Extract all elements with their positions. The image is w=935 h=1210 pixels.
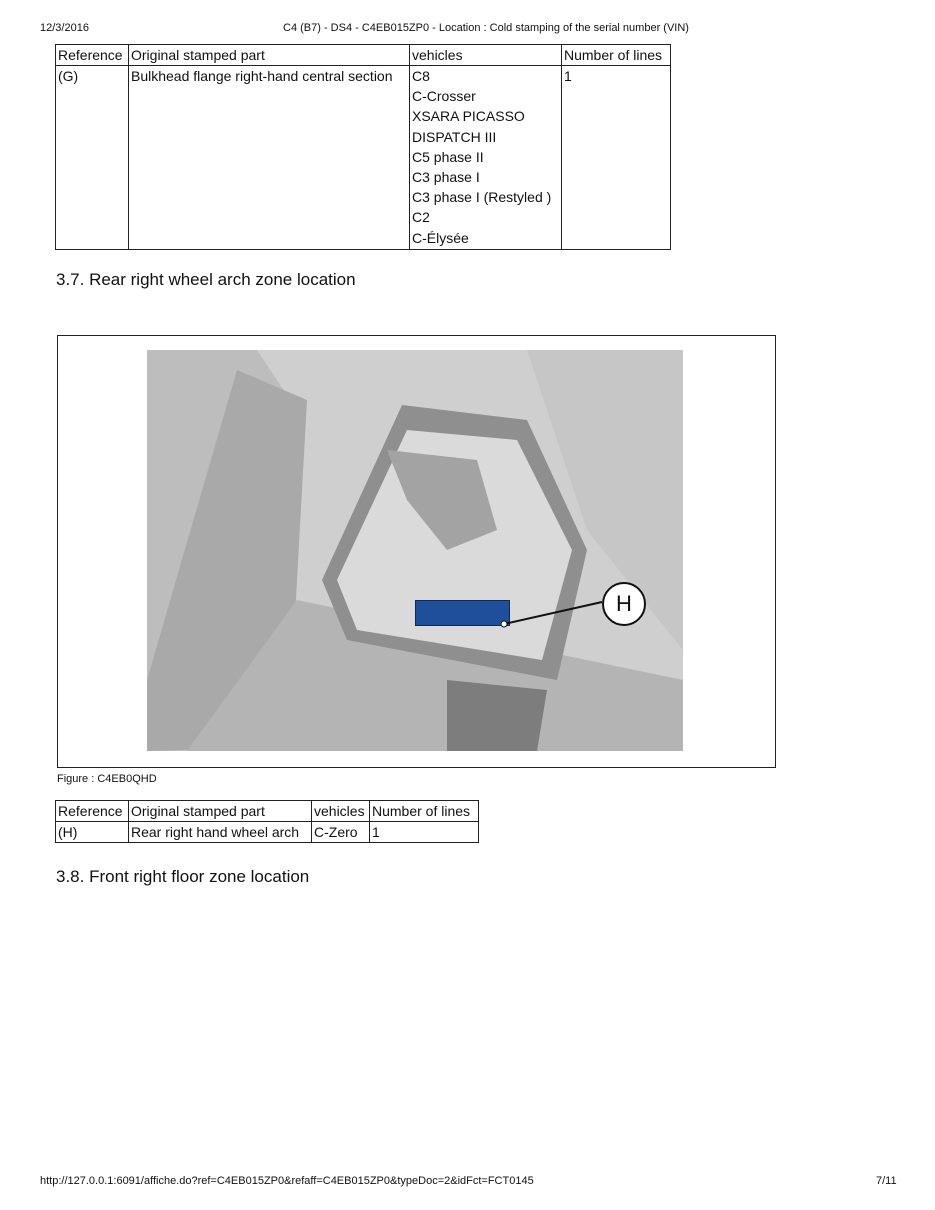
cell-vehicles bbox=[410, 66, 562, 250]
header-lines: Number of lines bbox=[562, 45, 671, 66]
header-lines: Number of lines bbox=[370, 801, 479, 822]
page-number: 7/11 bbox=[876, 1175, 897, 1187]
figure-caption: Figure : C4EB0QHD bbox=[57, 773, 157, 785]
vehicle: C-Élysée bbox=[412, 229, 469, 246]
print-title: C4 (B7) - DS4 - C4EB015ZP0 - Location : Cold stamping of the serial number (VIN) bbox=[283, 22, 689, 34]
print-date: 12/3/2016 bbox=[40, 22, 89, 34]
stamping-table-h bbox=[55, 800, 479, 843]
vehicle: XSARA PICASSO bbox=[412, 108, 525, 125]
header-reference: Reference bbox=[56, 801, 129, 822]
cell-lines: 1 bbox=[370, 822, 479, 843]
vehicle: DISPATCH III bbox=[412, 128, 497, 145]
cell-part: Rear right hand wheel arch bbox=[129, 822, 312, 843]
cell-part: Bulkhead flange right-hand central section bbox=[129, 66, 410, 250]
header-reference: Reference bbox=[56, 45, 129, 66]
cell-reference: (H) bbox=[56, 822, 129, 843]
cell-lines: 1 bbox=[562, 66, 671, 250]
table-header-row bbox=[56, 45, 671, 66]
stamp-zone-marker bbox=[415, 600, 510, 626]
section-heading-3-7: 3.7. Rear right wheel arch zone location bbox=[56, 270, 356, 289]
table-header-row bbox=[56, 801, 479, 822]
footer-url[interactable]: http://127.0.0.1:6091/affiche.do?ref=C4EB015ZP0&refaff=C4EB015ZP0&typeDoc=2&idFct=FCT0145 bbox=[40, 1175, 534, 1187]
cell-reference: (G) bbox=[56, 66, 129, 250]
header-part: Original stamped part bbox=[129, 801, 312, 822]
wheel-arch-photo bbox=[147, 350, 683, 751]
header-vehicles: vehicles bbox=[312, 801, 370, 822]
header-part: Original stamped part bbox=[129, 45, 410, 66]
vehicle: C8 bbox=[412, 68, 430, 84]
vehicle: C2 bbox=[412, 209, 430, 226]
cell-vehicles: C-Zero bbox=[312, 822, 370, 843]
table-row bbox=[56, 822, 479, 843]
vehicle: C3 phase I bbox=[412, 169, 480, 186]
vehicle: C-Crosser bbox=[412, 88, 476, 105]
section-heading-3-8: 3.8. Front right floor zone location bbox=[56, 867, 310, 886]
header-vehicles: vehicles bbox=[410, 45, 562, 66]
vehicle: C3 phase I (Restyled ) bbox=[412, 189, 552, 206]
stamping-table-g bbox=[55, 44, 671, 250]
vehicle: C5 phase II bbox=[412, 148, 484, 165]
callout-h: H bbox=[602, 582, 646, 626]
table-row bbox=[56, 66, 671, 250]
